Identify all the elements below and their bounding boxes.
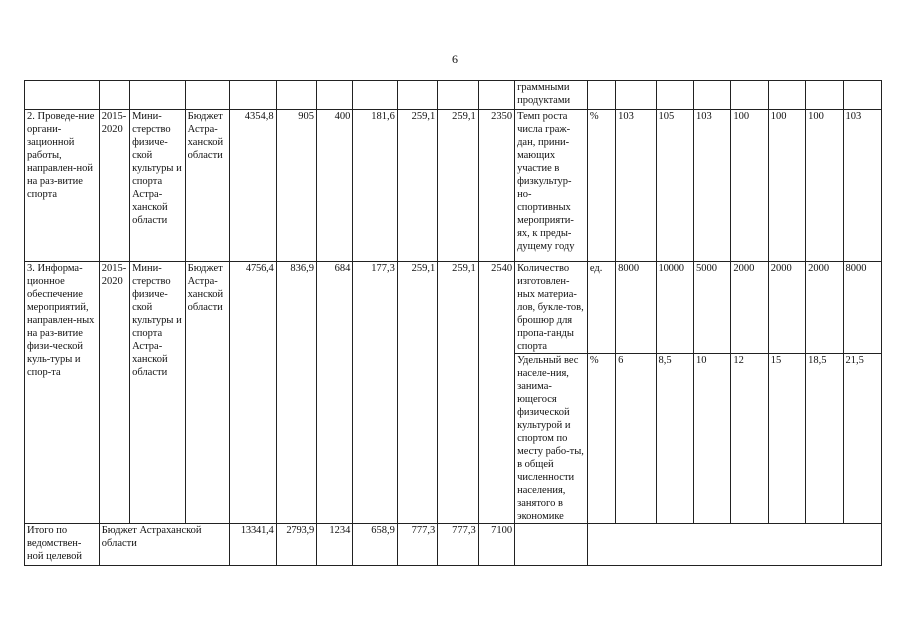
activity-name-cell: 3. Информа-ционное обеспечение мероприятий, направлен-ных на раз-витие физи-ческой куль-туры и спор-та [25,262,100,524]
indicator-name-cell: Темп роста числа граж-дан, прини-мающих участие в физкультур-но-спортивных мероприяти-ях, к преды-дущему году [515,110,588,262]
page-number: 6 [452,52,458,66]
value-cell: 5000 [693,262,730,354]
cell-blank [130,81,186,110]
table-row [25,110,882,262]
amount-cell: 836,9 [276,262,316,524]
cell-blank [616,81,656,110]
cell-blank [656,81,693,110]
value-cell: 103 [843,110,882,262]
amount-cell: 177,3 [353,262,397,524]
unit-cell: ед. [587,262,615,354]
total-amount-cell: 7100 [478,524,514,566]
value-cell: 8000 [843,262,882,354]
total-amount-cell: 1234 [317,524,353,566]
amount-cell: 684 [317,262,353,524]
value-cell: 10 [693,354,730,524]
value-cell: 15 [768,354,805,524]
total-amount-cell: 13341,4 [230,524,276,566]
value-cell: 105 [656,110,693,262]
cell-blank [185,81,229,110]
cell-blank [353,81,397,110]
amount-cell: 259,1 [438,110,478,262]
value-cell: 100 [731,110,768,262]
indicator-name-cell: Удельный вес населе-ния, занима-ющегося физической культурой и спортом по месту рабо-ты, в общей численности населения, занятого в экономике [515,354,588,524]
value-cell: 2000 [731,262,768,354]
source-cell: Бюджет Астра-ханской области [185,262,229,524]
continuation-row [25,81,882,110]
amount-cell: 4756,4 [230,262,276,524]
amount-cell: 4354,8 [230,110,276,262]
value-cell: 21,5 [843,354,882,524]
executor-cell: Мини-стерство физиче-ской культуры и спорта Астра-ханской области [130,110,186,262]
cell-blank [587,81,615,110]
value-cell: 103 [693,110,730,262]
indicator-name-cell: Количество изготовлен-ных материа-лов, букле-тов, брошюр для пропа-ганды спорта [515,262,588,354]
cell-blank [806,81,843,110]
cell-blank [515,524,588,566]
value-cell: 10000 [656,262,693,354]
program-table [24,80,882,566]
executor-cell: Мини-стерство физиче-ской культуры и спорта Астра-ханской области [130,262,186,524]
value-cell: 2000 [806,262,843,354]
value-cell: 100 [806,110,843,262]
value-cell: 6 [616,354,656,524]
amount-cell: 259,1 [397,110,437,262]
cell-blank [25,81,100,110]
total-amount-cell: 777,3 [397,524,437,566]
cell-blank [99,81,129,110]
unit-cell: % [587,110,615,262]
activity-name-cell: 2. Проведе-ние органи-зационной работы, направлен-ной на раз-витие спорта [25,110,100,262]
unit-cell: % [587,354,615,524]
value-cell: 12 [731,354,768,524]
cell-blank [693,81,730,110]
table-row [25,262,882,354]
value-cell: 8000 [616,262,656,354]
value-cell: 103 [616,110,656,262]
cell-blank [768,81,805,110]
total-amount-cell: 2793,9 [276,524,316,566]
cell-blank [397,81,437,110]
value-cell: 2000 [768,262,805,354]
cell-blank [438,81,478,110]
cell-blank [317,81,353,110]
amount-cell: 181,6 [353,110,397,262]
amount-cell: 259,1 [438,262,478,524]
amount-cell: 400 [317,110,353,262]
value-cell: 18,5 [806,354,843,524]
value-cell: 8,5 [656,354,693,524]
cell-blank [230,81,276,110]
cell-blank [478,81,514,110]
amount-cell: 2540 [478,262,514,524]
total-row [25,524,882,566]
period-cell: 2015-2020 [99,110,129,262]
cell-blank [276,81,316,110]
total-label-cell: Итого по ведомствен-ной целевой [25,524,100,566]
amount-cell: 259,1 [397,262,437,524]
indicator-name-cell: граммными продуктами [515,81,588,110]
period-cell: 2015-2020 [99,262,129,524]
cell-blank [843,81,882,110]
total-source-cell: Бюджет Астраханской области [99,524,229,566]
cell-blank [731,81,768,110]
total-blank-cell [587,524,881,566]
value-cell: 100 [768,110,805,262]
amount-cell: 2350 [478,110,514,262]
amount-cell: 905 [276,110,316,262]
source-cell: Бюджет Астра-ханской области [185,110,229,262]
total-amount-cell: 777,3 [438,524,478,566]
total-amount-cell: 658,9 [353,524,397,566]
